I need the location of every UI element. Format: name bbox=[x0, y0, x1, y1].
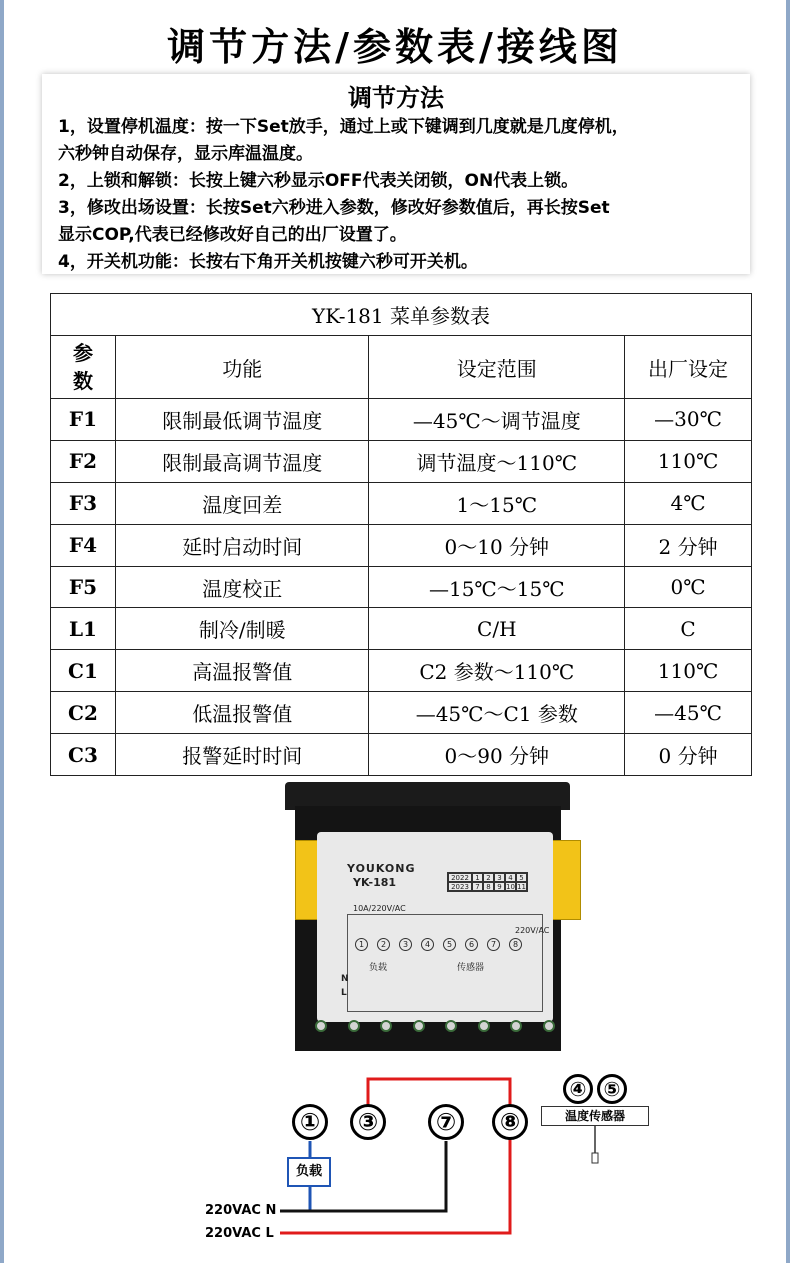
param-range: —15℃～15℃ bbox=[369, 566, 625, 608]
header-param-bottom: 数 bbox=[72, 369, 93, 393]
param-function: 低温报警值 bbox=[115, 692, 369, 734]
terminal-number: 4 bbox=[421, 938, 434, 951]
mounting-clip-right bbox=[551, 840, 581, 920]
device-model: YK-181 bbox=[353, 876, 397, 889]
param-default: 110℃ bbox=[625, 440, 752, 482]
device-brand: YOUKONG bbox=[347, 862, 416, 875]
terminal-5-badge: ⑤ bbox=[597, 1074, 627, 1104]
table-row bbox=[51, 440, 752, 482]
param-range: 0～10 分钟 bbox=[369, 524, 625, 566]
terminal-number: 6 bbox=[465, 938, 478, 951]
param-default: 0℃ bbox=[625, 566, 752, 608]
param-default: C bbox=[625, 608, 752, 650]
header-param-top: 参 bbox=[72, 341, 93, 365]
param-range: 调节温度～110℃ bbox=[369, 440, 625, 482]
date-cell: 7 bbox=[472, 882, 483, 891]
param-default: —45℃ bbox=[625, 692, 752, 734]
date-cell: 11 bbox=[517, 883, 526, 891]
terminal-3-badge: ③ bbox=[350, 1104, 386, 1140]
param-function: 延时启动时间 bbox=[115, 524, 369, 566]
param-function: 温度校正 bbox=[115, 566, 369, 608]
param-code: F5 bbox=[51, 566, 116, 608]
table-row bbox=[51, 608, 752, 650]
param-range: —45℃～C1 参数 bbox=[369, 692, 625, 734]
date-cell: 5 bbox=[516, 873, 527, 882]
left-edge-bar bbox=[0, 0, 4, 1263]
date-cell: 2022 bbox=[448, 873, 472, 882]
terminal-8-badge: ⑧ bbox=[492, 1104, 528, 1140]
sensor-probe bbox=[592, 1153, 598, 1163]
terminal-screws bbox=[315, 1020, 555, 1036]
terminal-number: 7 bbox=[487, 938, 500, 951]
method-lines bbox=[58, 114, 738, 276]
param-range: —45℃～调节温度 bbox=[369, 399, 625, 441]
param-code: F2 bbox=[51, 440, 116, 482]
param-range: C/H bbox=[369, 608, 625, 650]
param-default: 110℃ bbox=[625, 650, 752, 692]
right-edge-bar bbox=[786, 0, 790, 1263]
table-row bbox=[51, 399, 752, 441]
param-function: 限制最高调节温度 bbox=[115, 440, 369, 482]
param-default: —30℃ bbox=[625, 399, 752, 441]
param-code: C1 bbox=[51, 650, 116, 692]
param-default: 2 分钟 bbox=[625, 524, 752, 566]
terminal-number: 8 bbox=[509, 938, 522, 951]
param-function: 限制最低调节温度 bbox=[115, 399, 369, 441]
param-function: 高温报警值 bbox=[115, 650, 369, 692]
table-row bbox=[51, 692, 752, 734]
header-range: 设定范围 bbox=[369, 336, 625, 399]
header-default: 出厂设定 bbox=[625, 336, 752, 399]
terminal-numbers bbox=[355, 938, 522, 951]
param-function: 温度回差 bbox=[115, 482, 369, 524]
param-range: C2 参数～110℃ bbox=[369, 650, 625, 692]
param-function: 制冷/制暖 bbox=[115, 608, 369, 650]
production-date-grid bbox=[447, 872, 528, 892]
load-box: 负载 bbox=[287, 1157, 331, 1187]
table-row bbox=[51, 482, 752, 524]
table-row bbox=[51, 524, 752, 566]
terminal-screw bbox=[478, 1020, 490, 1032]
terminal-number: 5 bbox=[443, 938, 456, 951]
param-code: F3 bbox=[51, 482, 116, 524]
date-cell: 9 bbox=[494, 882, 505, 891]
header-param bbox=[51, 336, 116, 399]
terminal-screw bbox=[380, 1020, 392, 1032]
method-line: 3，修改出场设置：长按Set六秒进入参数，修改好参数值后，再长按Set bbox=[58, 198, 610, 218]
table-row bbox=[51, 734, 752, 776]
date-cell: 10 bbox=[506, 883, 515, 891]
parameter-table bbox=[50, 293, 752, 776]
method-line: 1，设置停机温度：按一下Set放手，通过上或下键调到几度就是几度停机， bbox=[58, 117, 629, 137]
label-neutral: N bbox=[341, 974, 349, 984]
header-function: 功能 bbox=[115, 336, 369, 399]
label-live: L bbox=[341, 988, 347, 998]
param-default: 0 分钟 bbox=[625, 734, 752, 776]
date-cell: 1 bbox=[472, 873, 483, 882]
label-sensor: 传感器 bbox=[457, 963, 485, 973]
temperature-sensor-label: 温度传感器 bbox=[541, 1106, 649, 1126]
terminal-4-badge: ④ bbox=[563, 1074, 593, 1104]
method-line: 2，上锁和解锁：长按上键六秒显示OFF代表关闭锁，ON代表上锁。 bbox=[58, 171, 579, 191]
date-cell: 3 bbox=[494, 873, 505, 882]
terminal-7-badge: ⑦ bbox=[428, 1104, 464, 1140]
table-row bbox=[51, 566, 752, 608]
terminal-number: 1 bbox=[355, 938, 368, 951]
neutral-label: 220VAC N bbox=[205, 1203, 277, 1218]
date-cell: 4 bbox=[505, 873, 516, 882]
method-line: 六秒钟自动保存，显示库温温度。 bbox=[58, 144, 313, 164]
terminal-screw bbox=[413, 1020, 425, 1032]
terminal-screw bbox=[543, 1020, 555, 1032]
param-code: F4 bbox=[51, 524, 116, 566]
table-row bbox=[51, 650, 752, 692]
terminal-1-badge: ① bbox=[292, 1104, 328, 1140]
terminal-screw bbox=[510, 1020, 522, 1032]
method-line: 显示COP,代表已经修改好自己的出厂设置了。 bbox=[58, 225, 407, 245]
date-cell: 2023 bbox=[448, 882, 472, 891]
param-range: 0～90 分钟 bbox=[369, 734, 625, 776]
controller-device-photo bbox=[255, 780, 601, 1055]
live-label: 220VAC L bbox=[205, 1226, 274, 1241]
supply-rating: 220V/AC bbox=[515, 926, 550, 935]
param-code: C3 bbox=[51, 734, 116, 776]
terminal-screw bbox=[445, 1020, 457, 1032]
terminal-screw bbox=[348, 1020, 360, 1032]
param-function: 报警延时时间 bbox=[115, 734, 369, 776]
method-line: 4，开关机功能：长按右下角开关机按键六秒可开关机。 bbox=[58, 252, 478, 272]
label-load: 负载 bbox=[369, 963, 388, 973]
date-cell: 2 bbox=[483, 873, 494, 882]
param-code: L1 bbox=[51, 608, 116, 650]
date-cell: 8 bbox=[483, 882, 494, 891]
page-title: 调节方法/参数表/接线图 bbox=[167, 25, 623, 69]
terminal-number: 3 bbox=[399, 938, 412, 951]
adjustment-method-panel bbox=[42, 74, 750, 274]
terminal-number: 2 bbox=[377, 938, 390, 951]
method-title: 调节方法 bbox=[348, 84, 444, 112]
relay-rating: 10A/220V/AC bbox=[353, 904, 406, 913]
device-rear-label bbox=[317, 832, 553, 1022]
terminal-screw bbox=[315, 1020, 327, 1032]
param-code: C2 bbox=[51, 692, 116, 734]
param-range: 1～15℃ bbox=[369, 482, 625, 524]
param-code: F1 bbox=[51, 399, 116, 441]
param-default: 4℃ bbox=[625, 482, 752, 524]
table-caption: YK-181 菜单参数表 bbox=[51, 294, 752, 336]
